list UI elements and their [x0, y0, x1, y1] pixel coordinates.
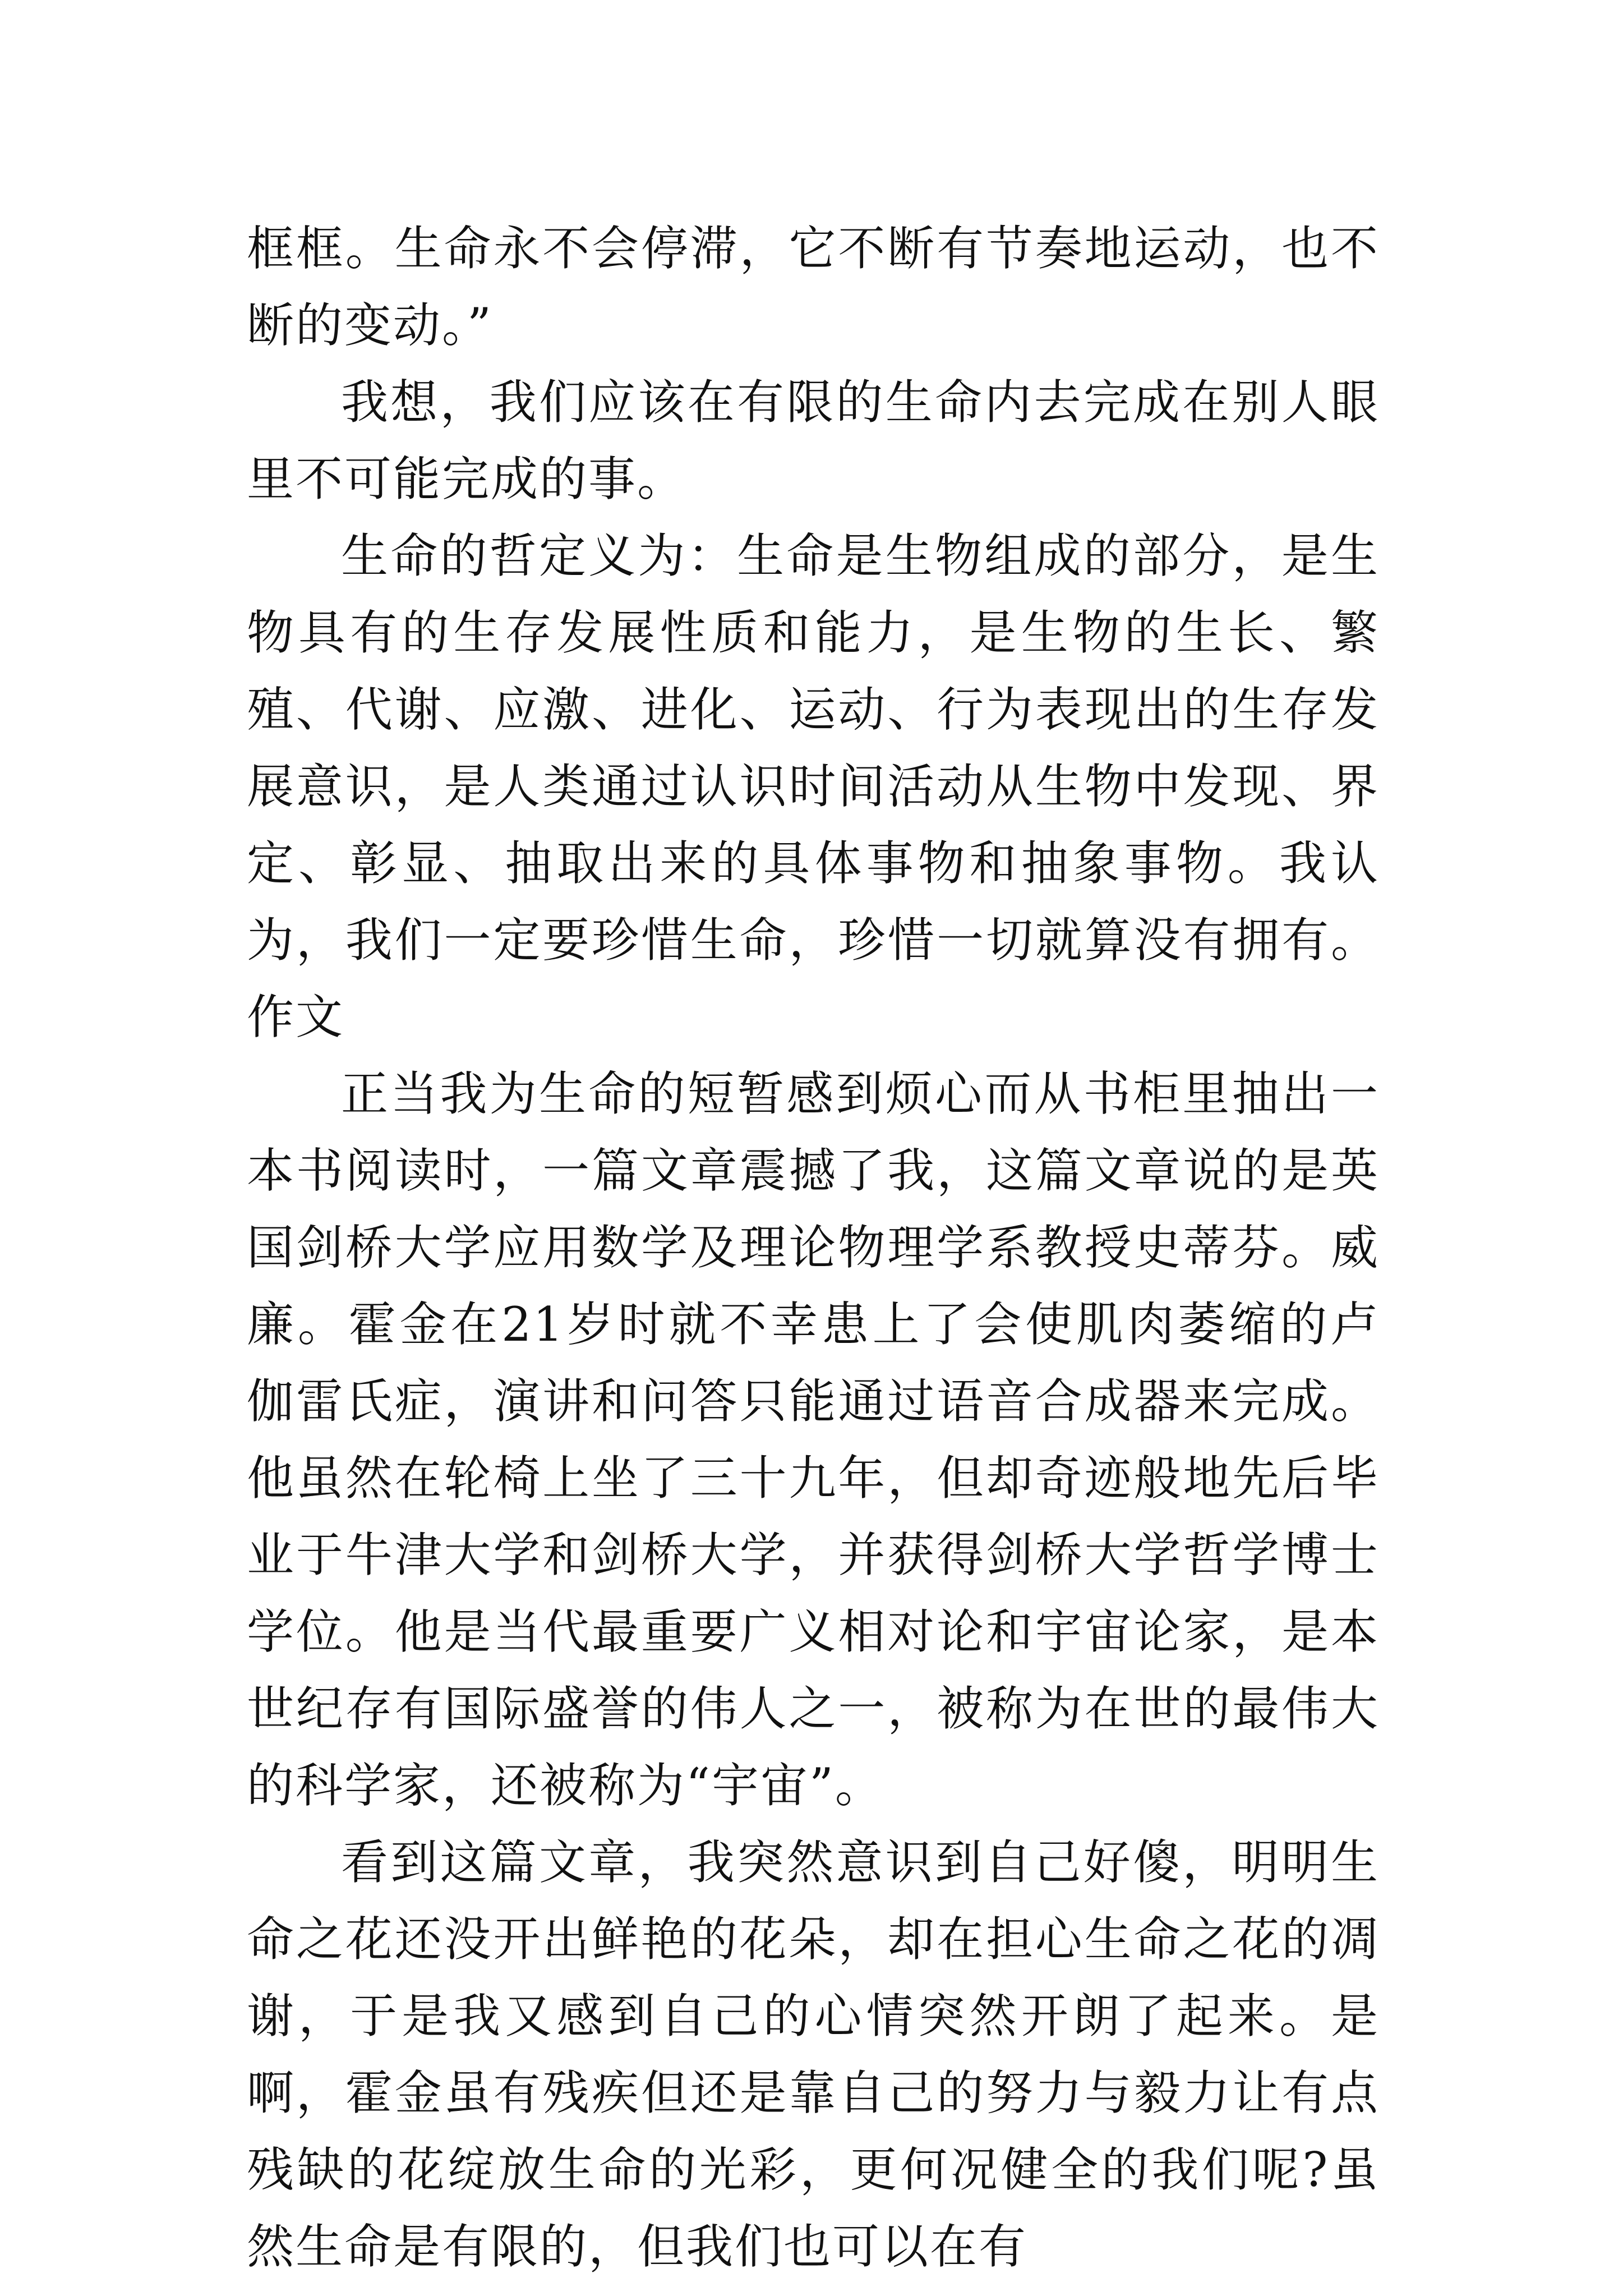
paragraph-5: 看到这篇文章，我突然意识到自己好傻，明明生命之花还没开出鲜艳的花朵，却在担心生命之花的凋谢，于是我又感到自己的心情突然开朗了起来。是啊，霍金虽有残疾但还是靠自己的努力与毅力让有点残缺的花绽放生命的光彩，更何况健全的我们呢?虽然生命是有限的，但我们也可以在有	[247, 1835, 1380, 2274]
paragraph-3: 生命的哲定义为：生命是生物组成的部分，是生物具有的生存发展性质和能力，是生物的生长、繁殖、代谢、应激、进化、运动、行为表现出的生存发展意识，是人类通过认识时间活动从生物中发现、界定、彰显、抽取出来的具体事物和抽象事物。我认为，我们一定要珍惜生命，珍惜一切就算没有拥有。作文	[247, 528, 1380, 1045]
document-body	[247, 210, 1380, 2285]
paragraph-1: 框框。生命永不会停滞，它不断有节奏地运动，也不断的变动。”	[247, 221, 1380, 353]
paragraph-2: 我想，我们应该在有限的生命内去完成在别人眼里不可能完成的事。	[247, 375, 1380, 507]
paragraph-4: 正当我为生命的短暂感到烦心而从书柜里抽出一本书阅读时，一篇文章震撼了我，这篇文章说的是英国剑桥大学应用数学及理论物理学系教授史蒂芬。威廉。霍金在21岁时就不幸患上了会使肌肉萎缩的卢伽雷氏症，演讲和问答只能通过语音合成器来完成。他虽然在轮椅上坐了三十九年，但却奇迹般地先后毕业于牛津大学和剑桥大学，并获得剑桥大学哲学博士学位。他是当代最重要广义相对论和宇宙论家，是本世纪存有国际盛誉的伟人之一，被称为在世的最伟大的科学家，还被称为“宇宙”。	[247, 1066, 1380, 1813]
